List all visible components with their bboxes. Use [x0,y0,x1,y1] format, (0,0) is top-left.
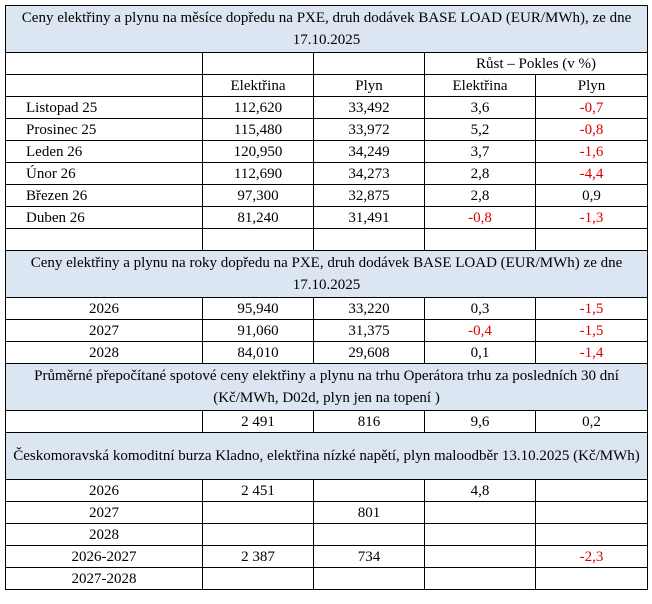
gas-value: 816 [314,411,425,433]
section1-title: Ceny elektřiny a plynu na měsíce dopředu na PXE, druh dodávek BASE LOAD (EUR/MWh), ze dne 17.10.2025 [6,6,648,53]
row-label: 2027-2028 [6,568,203,590]
empty-cell [425,229,536,251]
section4-title: Českomoravská komoditní burza Kladno, elektřina nízké napětí, plyn maloodběr 13.10.2025 (Kč/MWh) [6,433,648,480]
table-row [6,524,648,546]
electricity-value: 112,690 [203,163,314,185]
table-body [6,6,648,590]
section1-col-header-row [6,75,648,97]
energy-prices-table [5,5,648,590]
section2-title-row [6,251,648,298]
table-row [6,568,648,590]
gas-value: 32,875 [314,185,425,207]
gas-value: 33,492 [314,97,425,119]
electricity-change: 2,8 [425,185,536,207]
row-label: Prosinec 25 [6,119,203,141]
gas-change [536,524,648,546]
gas-change [536,480,648,502]
empty-cell [6,75,203,97]
electricity-change: 9,6 [425,411,536,433]
gas-change: -0,8 [536,119,648,141]
table-row [6,141,648,163]
gas-value: 34,249 [314,141,425,163]
electricity-change: 0,1 [425,342,536,364]
section3-title: Průměrné přepočítané spotové ceny elektřiny a plynu na trhu Operátora trhu za posledních 30 dní (Kč/MWh, D02d, plyn jen na topení ) [6,364,648,411]
gas-value [314,524,425,546]
row-label: 2026-2027 [6,546,203,568]
gas-change: -0,7 [536,97,648,119]
gas-change: 0,9 [536,185,648,207]
empty-cell [314,229,425,251]
section1-spacer-row [6,229,648,251]
electricity-change: 3,6 [425,97,536,119]
electricity-change: -0,8 [425,207,536,229]
table-row [6,546,648,568]
gas-value: 33,972 [314,119,425,141]
col-header-electricity-pct: Elektřina [425,75,536,97]
electricity-value: 2 451 [203,480,314,502]
electricity-change: 5,2 [425,119,536,141]
col-header-gas-pct: Plyn [536,75,648,97]
electricity-value: 91,060 [203,320,314,342]
table-row [6,320,648,342]
table-row [6,207,648,229]
gas-change: -1,4 [536,342,648,364]
empty-cell [314,53,425,75]
row-label: Leden 26 [6,141,203,163]
gas-value: 33,220 [314,298,425,320]
electricity-value: 115,480 [203,119,314,141]
table-row [6,119,648,141]
gas-change [536,502,648,524]
gas-value: 31,375 [314,320,425,342]
row-label: Duben 26 [6,207,203,229]
electricity-value: 81,240 [203,207,314,229]
row-label: 2026 [6,298,203,320]
empty-cell [6,53,203,75]
electricity-value: 112,620 [203,97,314,119]
table-row [6,502,648,524]
table-row [6,163,648,185]
row-label: Listopad 25 [6,97,203,119]
row-label [6,411,203,433]
gas-change: -2,3 [536,546,648,568]
section1-title-row [6,6,648,53]
growth-header: Růst – Pokles (v %) [425,53,648,75]
electricity-value: 84,010 [203,342,314,364]
gas-value: 29,608 [314,342,425,364]
gas-change: -1,6 [536,141,648,163]
electricity-change: 2,8 [425,163,536,185]
row-label: 2027 [6,320,203,342]
electricity-change [425,502,536,524]
row-label: 2028 [6,342,203,364]
section3-row [6,411,648,433]
gas-value [314,480,425,502]
gas-change: -1,5 [536,320,648,342]
row-label: 2026 [6,480,203,502]
electricity-value [203,568,314,590]
table-row [6,342,648,364]
gas-value: 734 [314,546,425,568]
empty-cell [536,229,648,251]
empty-cell [203,229,314,251]
table-row [6,480,648,502]
electricity-change [425,524,536,546]
electricity-change: 0,3 [425,298,536,320]
table-row [6,185,648,207]
electricity-change [425,546,536,568]
row-label: 2027 [6,502,203,524]
electricity-change: 3,7 [425,141,536,163]
electricity-change: 4,8 [425,480,536,502]
gas-value: 34,273 [314,163,425,185]
electricity-value: 95,940 [203,298,314,320]
section2-title: Ceny elektřiny a plynu na roky dopředu na PXE, druh dodávek BASE LOAD (EUR/MWh) ze dne 17.10.2025 [6,251,648,298]
gas-value: 31,491 [314,207,425,229]
row-label: Březen 26 [6,185,203,207]
electricity-value [203,502,314,524]
col-header-electricity: Elektřina [203,75,314,97]
electricity-value [203,524,314,546]
empty-cell [203,53,314,75]
gas-change: -1,5 [536,298,648,320]
electricity-change [425,568,536,590]
table-row [6,97,648,119]
section1-growth-header-row [6,53,648,75]
empty-cell [6,229,203,251]
electricity-value: 120,950 [203,141,314,163]
section3-title-row [6,364,648,411]
electricity-value: 97,300 [203,185,314,207]
gas-change: -1,3 [536,207,648,229]
section4-title-row [6,433,648,480]
electricity-change: -0,4 [425,320,536,342]
col-header-gas: Plyn [314,75,425,97]
gas-change: -4,4 [536,163,648,185]
row-label: 2028 [6,524,203,546]
table-row [6,298,648,320]
gas-change: 0,2 [536,411,648,433]
row-label: Únor 26 [6,163,203,185]
electricity-value: 2 491 [203,411,314,433]
gas-change [536,568,648,590]
electricity-value: 2 387 [203,546,314,568]
gas-value [314,568,425,590]
gas-value: 801 [314,502,425,524]
